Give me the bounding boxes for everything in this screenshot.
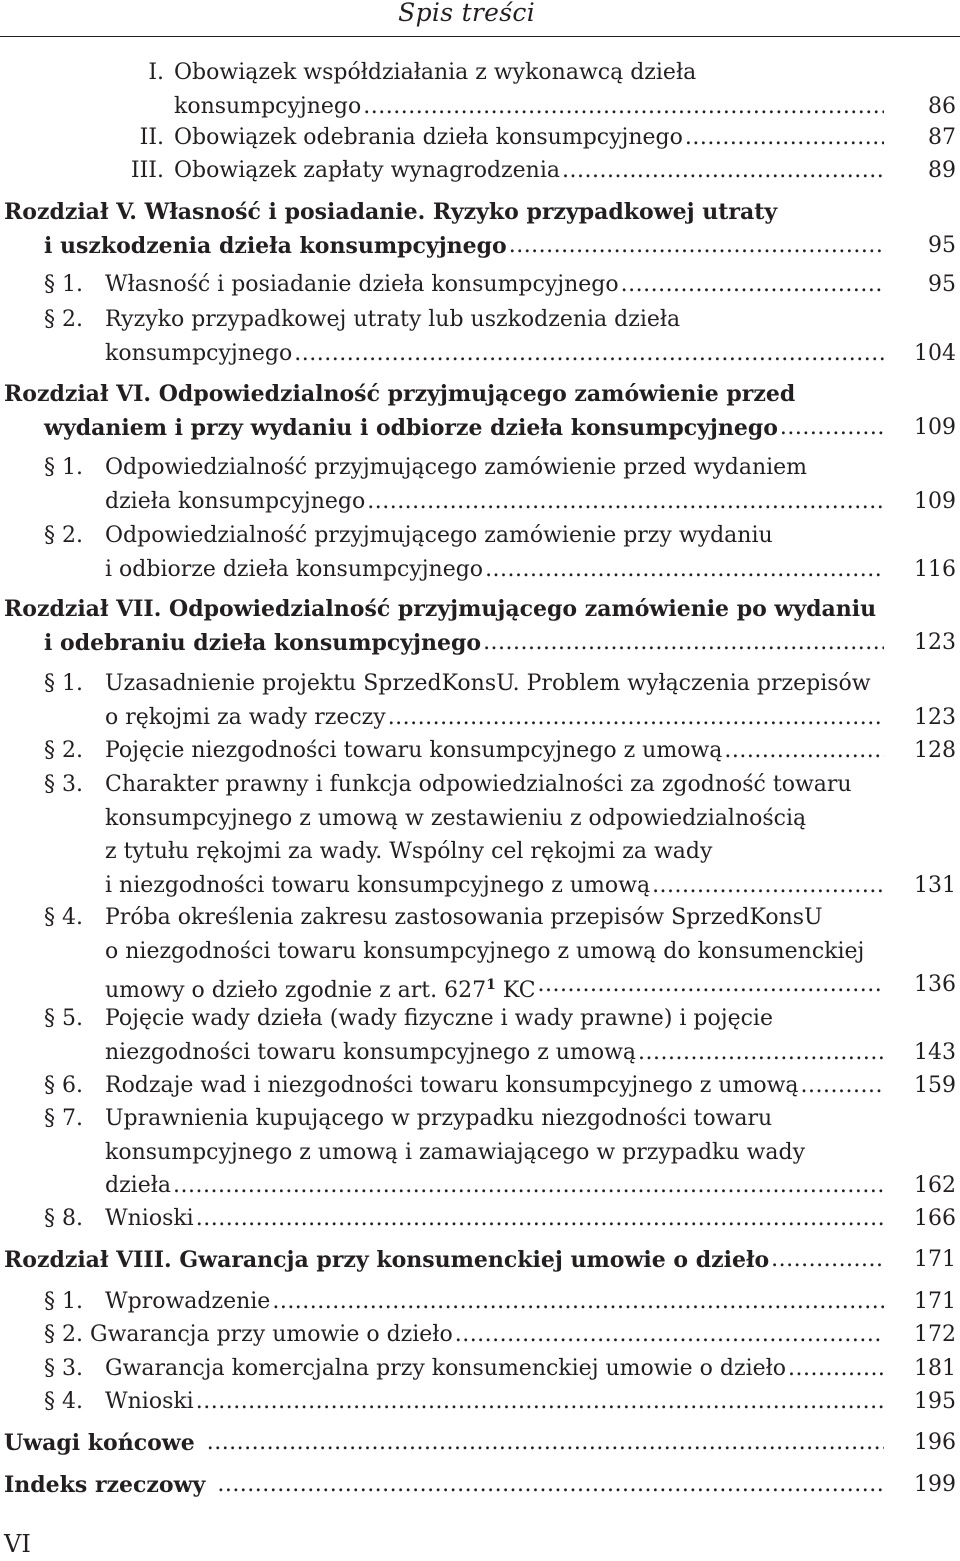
toc-entry-label: § 6. [44, 1073, 83, 1098]
dot-leader [780, 412, 884, 444]
toc-entry-title-line: Uprawnienia kupującego w przypadku niezgodności towaru [105, 1106, 773, 1131]
toc-entry-page-number: 159 [914, 1073, 956, 1098]
toc-entry-last-line [44, 230, 886, 262]
toc-entry-last-line [4, 1244, 886, 1276]
dot-leader [652, 870, 884, 902]
toc-entry-last-line [105, 1353, 886, 1385]
toc-entry-title-line: Odpowiedzialność przyjmującego zamówienie przy wydaniu [105, 523, 773, 548]
toc-entry-label: § 4. [44, 1389, 83, 1414]
toc-entry-last-line [105, 702, 886, 734]
toc-entry-title-text: konsumpcyjnego [174, 93, 362, 119]
toc-entry-title-text: wydaniem i przy wydaniu i odbiorze dzieła konsumpcyjnego [44, 414, 778, 441]
toc-entry-last-line [174, 122, 886, 154]
toc-entry-page-number: 171 [914, 1289, 956, 1314]
toc-entry-last-line [105, 1203, 886, 1235]
toc-entry-label: § 5. [44, 1006, 83, 1031]
toc-entry-title-line: Ryzyko przypadkowej utraty lub uszkodzenia dzieła [105, 307, 681, 332]
dot-leader [196, 1386, 884, 1418]
toc-entry-label: Uwagi końcowe [4, 1430, 195, 1456]
toc-entry-title-line: Uzasadnienie projektu SprzedKonsU. Problem wyłączenia przepisów [105, 671, 871, 696]
toc-entry-label: § 1. [44, 1289, 83, 1314]
toc-entry-label: § 8. [44, 1206, 83, 1231]
toc-entry-title-line [4, 593, 876, 625]
toc-entry-title-line: Odpowiedzialność przyjmującego zamówienie przed wydaniem [105, 455, 808, 480]
toc-entry-last-line [90, 1319, 886, 1351]
toc-entry-label: I. [148, 60, 164, 85]
toc-entry-title-line: Charakter prawny i funkcja odpowiedzialności za zgodność towaru [105, 772, 852, 797]
toc-entry-title-text: Gwarancja przy umowie o dzieło [90, 1322, 453, 1347]
toc-entry-title-text: o rękojmi za wady rzeczy [105, 704, 386, 730]
toc-entry-last-line [105, 269, 886, 301]
toc-entry-title-text: dzieła konsumpcyjnego [105, 488, 366, 514]
toc-entry-label: § 2. [44, 738, 83, 763]
toc-entry-title-text: Odpowiedzialność przyjmującego zamówienie przed [158, 381, 796, 407]
toc-entry-title-line: Obowiązek współdziałania z wykonawcą dzieła [174, 60, 697, 85]
toc-entry-title-text: umowy o dzieło zgodnie z art. 627 [105, 978, 487, 1003]
toc-entry-page-number: 116 [914, 556, 956, 582]
dot-leader [621, 269, 884, 301]
toc-entry-page-number: 196 [914, 1430, 956, 1455]
toc-entry-title-line: o niezgodności towaru konsumpcyjnego z umową do konsumenckiej [105, 938, 865, 964]
toc-entry-title-line: z tytułu rękojmi za wady. Wspólny cel rękojmi za wady [105, 839, 713, 864]
toc-entry-page-number: 89 [928, 158, 956, 183]
toc-entry-last-line [105, 486, 886, 518]
toc-entry-label: Rozdział V. [4, 199, 137, 225]
toc-entry-title-suffix: KC [495, 978, 536, 1003]
toc-entry-page-number: 123 [914, 704, 956, 730]
toc-entry-label: Rozdział VII. [4, 596, 162, 622]
toc-entry-last-line [105, 870, 886, 902]
dot-leader [638, 1037, 884, 1069]
toc-entry-page-number: 104 [914, 340, 956, 366]
dot-leader [363, 91, 884, 123]
dot-leader [788, 1353, 884, 1385]
dot-leader [367, 486, 884, 518]
toc-entry-title-text: Rodzaje wad i niezgodności towaru konsumpcyjnego z umową [105, 1073, 799, 1098]
dot-leader [483, 627, 884, 659]
toc-entry-last-line [44, 412, 886, 444]
toc-entry-label: § 1. [44, 671, 83, 696]
toc-entry-page-number: 195 [914, 1389, 956, 1414]
toc-entry-page-number: 131 [914, 872, 956, 898]
toc-entry-title-text: Wnioski [105, 1206, 194, 1231]
dot-leader [272, 1286, 884, 1318]
toc-entry-title-text: i odbiorze dzieła konsumpcyjnego [105, 556, 484, 582]
toc-entry-label: § 7. [44, 1106, 83, 1131]
toc-entry-title-text: i niezgodności towaru konsumpcyjnego z umową [105, 872, 651, 898]
toc-entry-page-number: 109 [914, 414, 956, 440]
toc-entry-page-number: 199 [914, 1472, 956, 1497]
toc-entry-title-text: dzieła [105, 1173, 171, 1198]
toc-entry-last-line [105, 1170, 886, 1202]
dot-leader [801, 1070, 884, 1102]
dot-leader [388, 702, 884, 734]
toc-entry-last-line [4, 1469, 886, 1501]
dot-leader [207, 1427, 884, 1459]
toc-entry-label: § 4. [44, 905, 83, 930]
toc-entry-title-text: Gwarancja komercjalna przy konsumenckiej umowie o dzieło [105, 1356, 787, 1381]
toc-entry-last-line [174, 91, 886, 123]
toc-entry-title-line [4, 196, 777, 228]
toc-entry-last-line [105, 1286, 886, 1318]
dot-leader [173, 1170, 884, 1202]
toc-entry-title-text: Obowiązek odebrania dzieła konsumpcyjnego [174, 125, 683, 150]
toc-entry-last-line [105, 1070, 886, 1102]
toc-entry-page-number: 95 [928, 272, 956, 297]
dot-leader [724, 735, 884, 767]
toc-entry-title-text: Własność i posiadanie. Ryzyko przypadkowej utraty [144, 199, 778, 225]
toc-entry-label: II. [139, 125, 164, 150]
toc-entry-title-text: Obowiązek zapłaty wynagrodzenia [174, 158, 560, 183]
toc-entry-page-number: 166 [914, 1206, 956, 1231]
toc-entry-label: Rozdział VI. [4, 381, 152, 407]
toc-entry-label: § 2. [44, 1322, 83, 1347]
toc-entry-page-number: 109 [914, 488, 956, 514]
toc-entry-title-line: Pojęcie wady dzieła (wady fizyczne i wady prawne) i pojęcie [105, 1006, 773, 1031]
dot-leader [685, 122, 884, 154]
toc-entry-last-line [105, 338, 886, 370]
toc-entry-title-text: Własność i posiadanie dzieła konsumpcyjnego [105, 272, 619, 297]
toc-entry-title-text: Wnioski [105, 1389, 194, 1414]
dot-leader [509, 230, 884, 262]
dot-leader [196, 1203, 884, 1235]
toc-entry-title-text: niezgodności towaru konsumpcyjnego z umową [105, 1039, 637, 1065]
superscript: 1 [486, 977, 496, 993]
toc-entry-label: § 3. [44, 772, 83, 797]
toc-entry-label: § 2. [44, 523, 83, 548]
toc-entry-last-line [105, 1037, 886, 1069]
toc-entry-page-number: 87 [928, 125, 956, 150]
toc-entry-page-number: 162 [914, 1173, 956, 1198]
toc-entry-last-line [4, 1427, 886, 1459]
toc-entry-last-line [44, 627, 886, 659]
toc-entry-page-number: 86 [928, 93, 956, 119]
dot-leader [562, 155, 884, 187]
toc-entry-title-line: konsumpcyjnego z umową i zamawiającego w przypadku wady [105, 1139, 806, 1165]
running-header-title: Spis treści [398, 0, 535, 27]
toc-entry-page-number: 128 [914, 738, 956, 763]
toc-entry-last-line [105, 969, 886, 1001]
toc-entry-title-line [4, 378, 795, 410]
toc-entry-title-line: Próba określenia zakresu zastosowania przepisów SprzedKonsU [105, 905, 823, 930]
toc-entry-label: Indeks rzeczowy [4, 1472, 206, 1498]
toc-entry-label: Rozdział VIII. [4, 1247, 172, 1273]
toc-entry-page-number: 136 [914, 972, 956, 997]
dot-leader [217, 1469, 884, 1501]
toc-entry-last-line [105, 1386, 886, 1418]
dot-leader [485, 554, 884, 586]
dot-leader [294, 338, 884, 370]
dot-leader [771, 1244, 884, 1276]
toc-entry-label: § 1. [44, 455, 83, 480]
toc-entry-page-number: 143 [914, 1039, 956, 1065]
toc-entry-page-number: 95 [928, 232, 956, 258]
toc-entry-label: III. [130, 158, 164, 183]
toc-entry-title-text: Wprowadzenie [105, 1289, 271, 1314]
toc-entry-last-line [174, 155, 886, 187]
toc-entry-title-text: Gwarancja przy konsumenckiej umowie o dzieło [179, 1247, 770, 1273]
toc-entry-last-line [105, 735, 886, 767]
toc-entry-label: § 2. [44, 307, 83, 332]
toc-entry-title-text: Pojęcie niezgodności towaru konsumpcyjnego z umową [105, 738, 723, 763]
toc-entry-label: § 1. [44, 272, 83, 297]
toc-entry-last-line [105, 554, 886, 586]
toc-entry-title-text: i odebraniu dzieła konsumpcyjnego [44, 629, 482, 656]
toc-entry-label: § 3. [44, 1356, 83, 1381]
toc-entry-title-text: Odpowiedzialność przyjmującego zamówienie po wydaniu [169, 596, 877, 622]
toc-entry-page-number: 181 [914, 1356, 956, 1381]
dot-leader [538, 969, 884, 1001]
toc-entry-title-line: konsumpcyjnego z umową w zestawieniu z odpowiedzialnością [105, 805, 807, 831]
page-folio: VI [4, 1530, 31, 1558]
toc-entry-page-number: 171 [914, 1247, 956, 1272]
toc-entry-title-text: konsumpcyjnego [105, 340, 293, 366]
toc-entry-page-number: 123 [914, 629, 956, 655]
dot-leader [455, 1319, 884, 1351]
toc-entry-title-text: i uszkodzenia dzieła konsumpcyjnego [44, 232, 507, 259]
toc-entry-page-number: 172 [914, 1322, 956, 1347]
